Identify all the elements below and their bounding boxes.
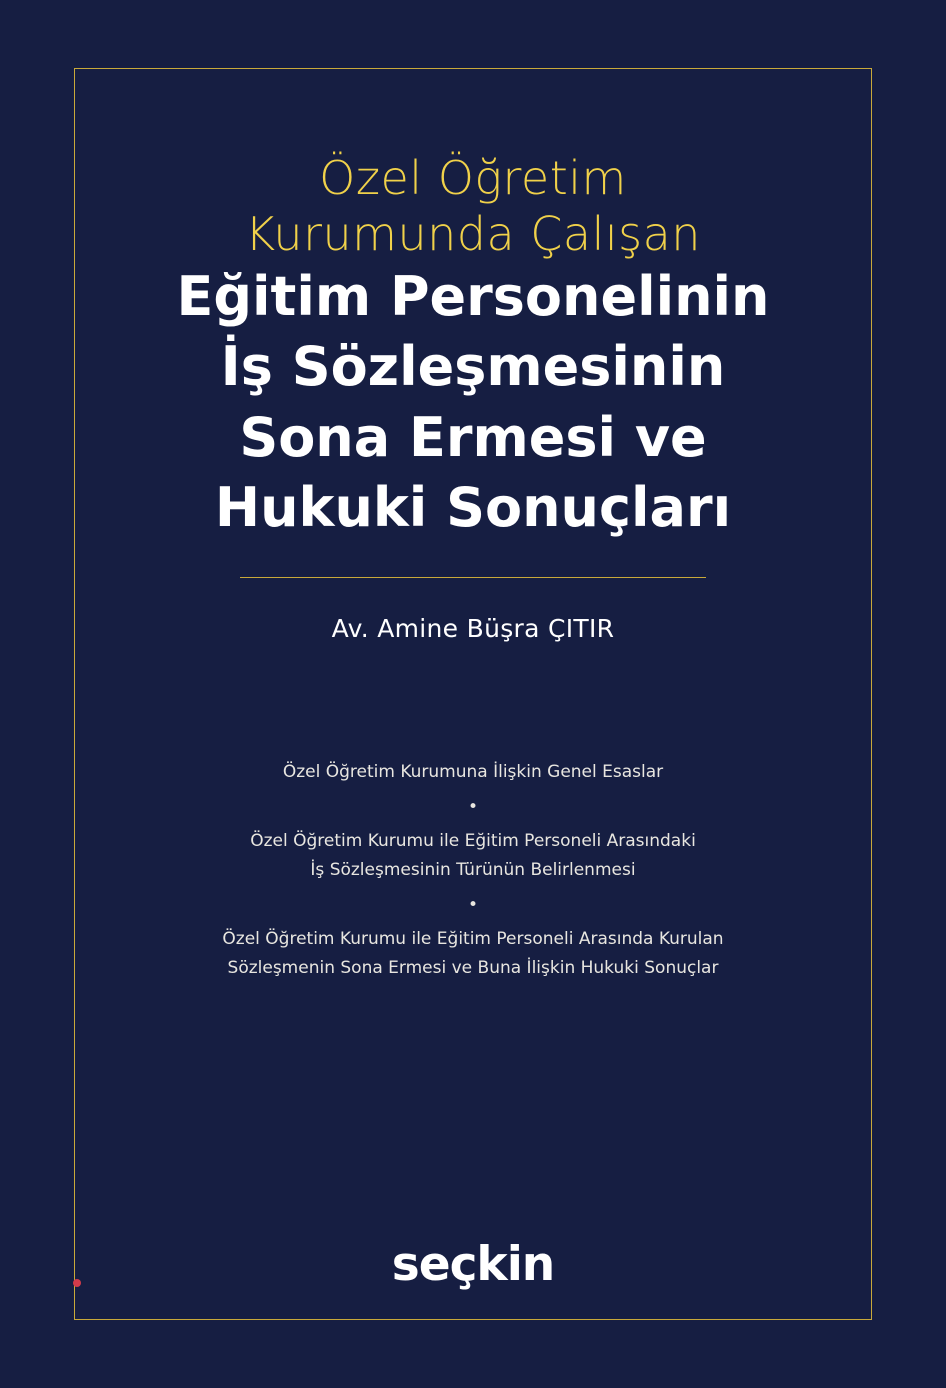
- subject-line: Özel Öğretim Kurumuna İlişkin Genel Esaslar: [282, 761, 664, 782]
- subject-separator: •: [467, 796, 479, 817]
- logo-dot-icon: [73, 1279, 81, 1287]
- title-line-main-1: Eğitim Personelinin: [176, 265, 770, 329]
- title-block: [93, 150, 853, 543]
- subject-list: [93, 758, 853, 983]
- title-line-main-4: Hukuki Sonuçları: [214, 475, 732, 539]
- title-line-accent-2: Kurumunda Çalışan: [245, 207, 701, 262]
- publisher-logo: [0, 1237, 946, 1292]
- publisher-name: seçkin: [391, 1237, 555, 1292]
- subject-line: İş Sözleşmesinin Türünün Belirlenmesi: [310, 860, 636, 881]
- subject-item: [93, 827, 853, 885]
- author-name: Av. Amine Büşra ÇITIR: [331, 613, 615, 643]
- title-line-main-2: İş Sözleşmesinin: [220, 335, 726, 399]
- subject-separator: •: [467, 895, 479, 916]
- subject-item: [93, 758, 853, 787]
- subject-line: Sözleşmenin Sona Ermesi ve Buna İlişkin Hukuki Sonuçlar: [227, 958, 719, 979]
- title-line-main-3: Sona Ermesi ve: [239, 405, 707, 469]
- subject-item: [93, 925, 853, 983]
- subject-line: Özel Öğretim Kurumu ile Eğitim Personeli Arasında Kurulan: [222, 929, 724, 950]
- subject-line: Özel Öğretim Kurumu ile Eğitim Personeli Arasındaki: [250, 831, 696, 852]
- title-divider: [240, 577, 706, 578]
- title-line-accent-1: Özel Öğretim: [319, 151, 627, 205]
